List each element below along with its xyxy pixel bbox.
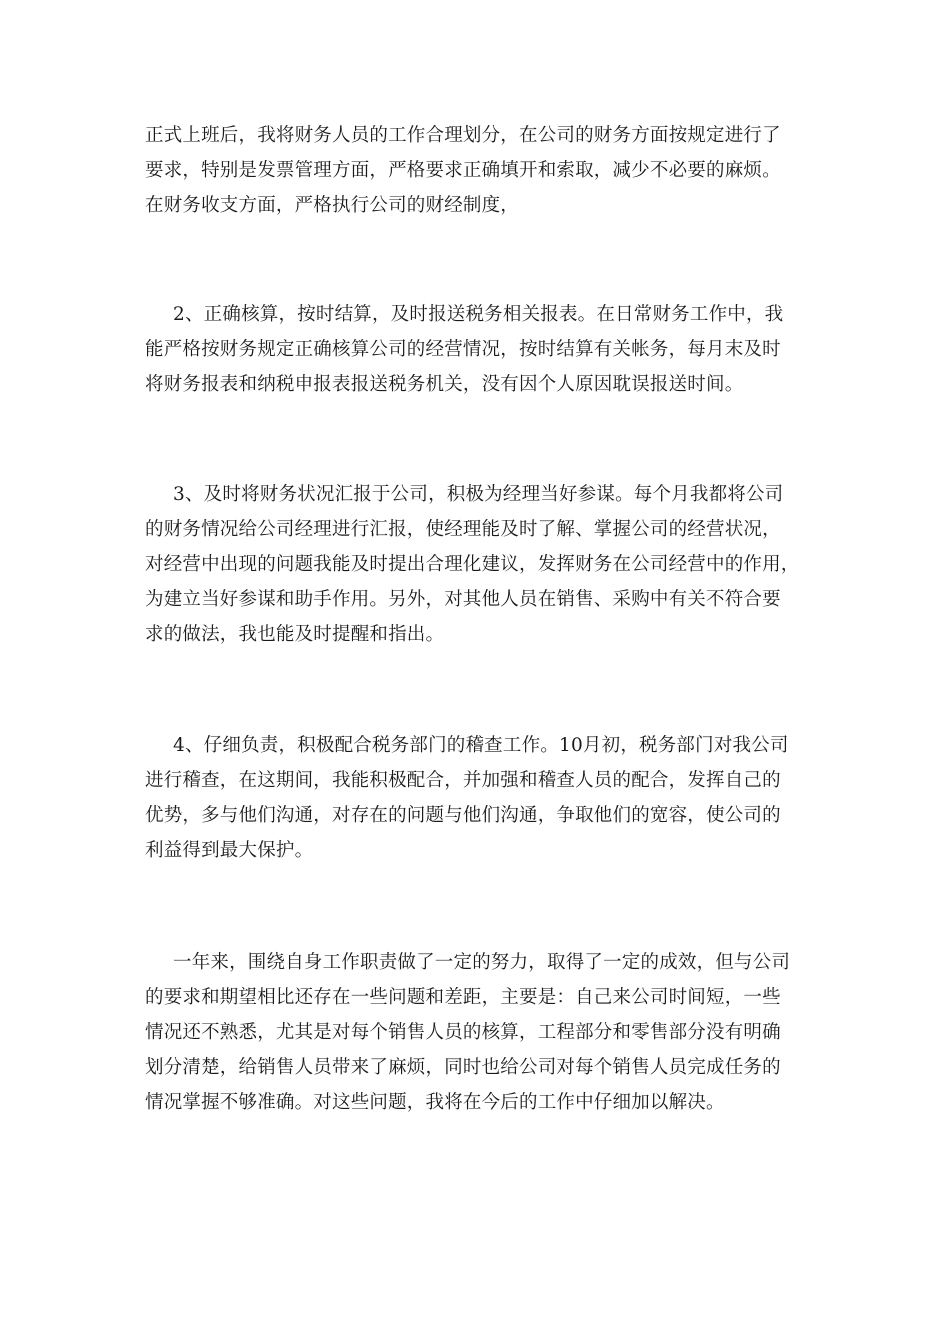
text-line: 的财务情况给公司经理进行汇报，使经理能及时了解、掌握公司的经营状况， — [145, 519, 781, 540]
paragraph-item-2 — [145, 297, 815, 402]
text-line: 将财务报表和纳税申报表报送税务机关，没有因个人原因耽误报送时间。 — [145, 374, 744, 395]
text-line: 的要求和期望相比还存在一些问题和差距，主要是：自己来公司时间短，一些 — [145, 987, 781, 1008]
text-line: 情况掌握不够准确。对这些问题，我将在今后的工作中仔细加以解决。 — [145, 1092, 725, 1113]
text-line: 为建立当好参谋和助手作用。另外，对其他人员在销售、采购中有关不符合要 — [145, 589, 781, 610]
text-line: 2、正确核算，按时结算，及时报送税务相关报表。在日常财务工作中，我 — [173, 304, 784, 325]
paragraph-intro — [145, 118, 815, 223]
paragraph-item-3 — [145, 477, 815, 652]
paragraph-summary — [145, 945, 815, 1120]
text-line: 4、仔细负责，积极配合税务部门的稽查工作。10月初，税务部门对我公司 — [173, 735, 789, 756]
text-line: 一年来，围绕自身工作职责做了一定的努力，取得了一定的成效，但与公司 — [173, 952, 791, 973]
text-line: 对经营中出现的问题我能及时提出合理化建议，发挥财务在公司经营中的作用， — [145, 554, 800, 575]
paragraph-item-4 — [145, 728, 815, 868]
text-line: 进行稽查，在这期间，我能积极配合，并加强和稽查人员的配合，发挥自己的 — [145, 770, 781, 791]
text-line: 在财务收支方面，严格执行公司的财经制度， — [145, 195, 520, 216]
text-line: 能严格按财务规定正确核算公司的经营情况，按时结算有关帐务，每月末及时 — [145, 339, 781, 360]
text-line: 划分清楚，给销售人员带来了麻烦，同时也给公司对每个销售人员完成任务的 — [145, 1057, 781, 1078]
text-line: 正式上班后，我将财务人员的工作合理划分，在公司的财务方面按规定进行了 — [145, 125, 781, 146]
text-line: 3、及时将财务状况汇报于公司，积极为经理当好参谋。每个月我都将公司 — [173, 484, 784, 505]
text-line: 利益得到最大保护。 — [145, 840, 314, 861]
text-line: 要求，特别是发票管理方面，严格要求正确填开和索取，减少不必要的麻烦。 — [145, 160, 781, 181]
text-line: 情况还不熟悉，尤其是对每个销售人员的核算，工程部分和零售部分没有明确 — [145, 1022, 781, 1043]
text-line: 优势，多与他们沟通，对存在的问题与他们沟通，争取他们的宽容，使公司的 — [145, 805, 781, 826]
text-line: 求的做法，我也能及时提醒和指出。 — [145, 624, 445, 645]
